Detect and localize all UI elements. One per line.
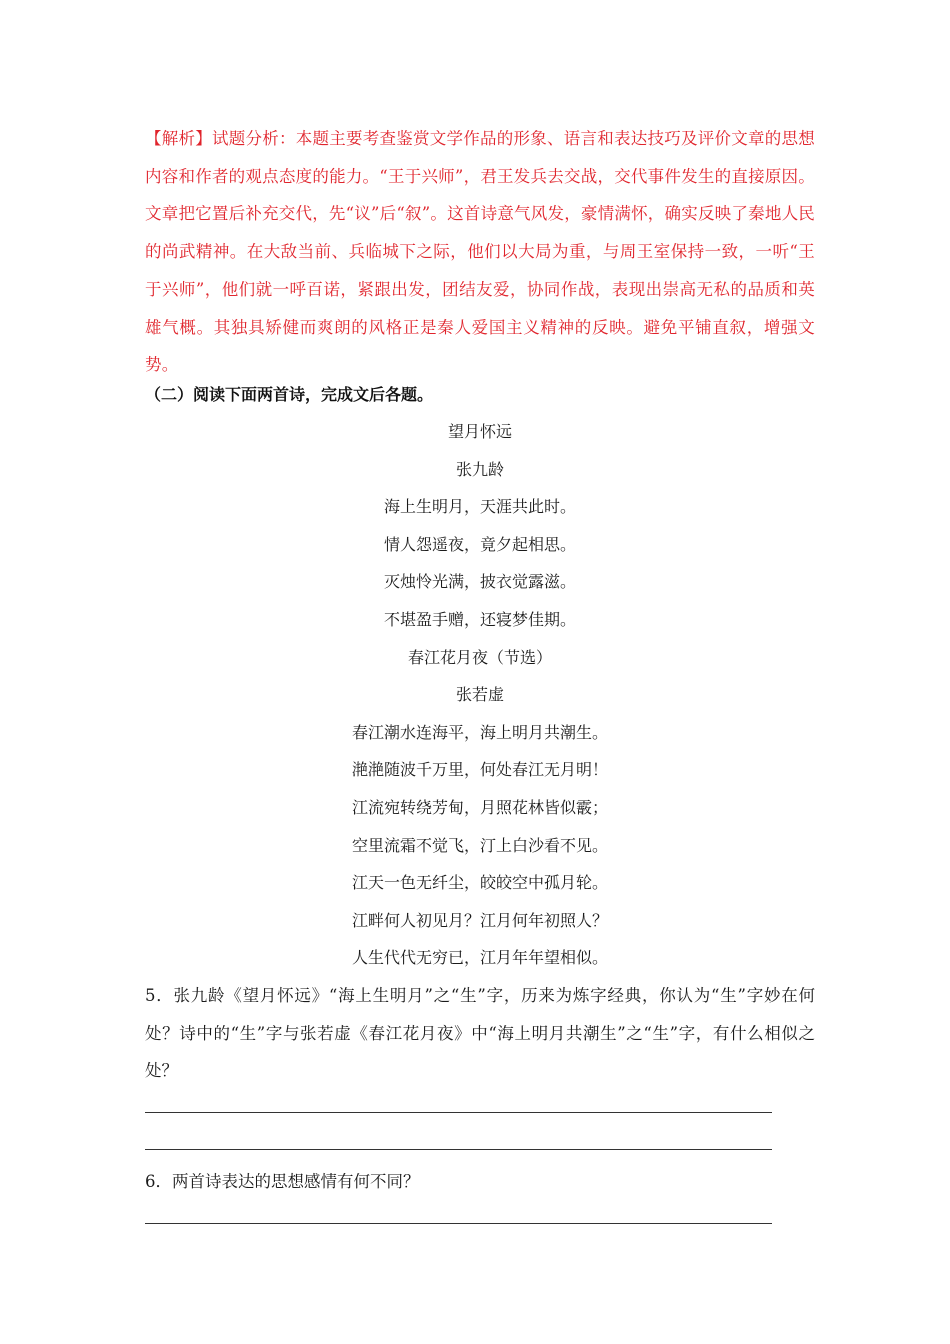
answer-line-q6-1[interactable] [145, 1223, 772, 1224]
question-5: 5．张九龄《望月怀远》“海上生明月”之“生”字，历来为炼字经典，你认为“生”字妙在何处？诗中的“生”字与张若虚《春江花月夜》中“海上明月共潮生”之“生”字，有什么相似之处？ [145, 986, 815, 1081]
poem-2-line: 人生代代无穷已，江月年年望相似。 [351, 948, 608, 968]
poem-2-line: 空里流霜不觉飞，汀上白沙看不见。 [351, 835, 608, 855]
poem-2-line: 春江潮水连海平，海上明月共潮生。 [351, 722, 608, 742]
poem-2-line: 江天一色无纤尘，皎皎空中孤月轮。 [351, 873, 608, 893]
analysis-text: 试题分析：本题主要考查鉴赏文学作品的形象、语言和表达技巧及评价文章的思想内容和作者的观点态度的能力。“王于兴师”，君王发兵去交战，交代事件发生的直接原因。文章把它置后补充交代，先“议”后“叙”。这首诗意气风发，豪情满怀，确实反映了秦地人民的尚武精神。在大敌当前、兵临城下之际，他们以大局为重，与周王室保持一致，一听“王于兴师”，他们就一呼百诺，紧跟出发，团结友爱，协同作战，表现出崇高无私的品质和英雄气概。其独具矫健而爽朗的风格正是秦人爱国主义精神的反映。避免平铺直叙，增强文势。 [145, 129, 815, 375]
poem-1-line: 海上生明月，天涯共此时。 [383, 497, 576, 517]
poem-1-author: 张九龄 [455, 459, 504, 479]
poem-2-line: 江畔何人初见月？江月何年初照人？ [351, 910, 608, 930]
poem-2-author: 张若虚 [455, 685, 504, 705]
analysis-tag: 【解析】 [145, 129, 213, 148]
answer-line-q5-2[interactable] [145, 1149, 772, 1150]
analysis-paragraph [145, 120, 815, 384]
poem-1-line: 灭烛怜光满，披衣觉露滋。 [383, 572, 576, 592]
poem-2-line: 滟滟随波千万里，何处春江无月明！ [351, 760, 608, 780]
poem-2-title: 春江花月夜（节选） [407, 647, 552, 667]
poem-1-title: 望月怀远 [447, 422, 512, 441]
answer-line-q5-1[interactable] [145, 1112, 772, 1113]
poem-2-line: 江流宛转绕芳甸，月照花林皆似霰； [351, 797, 608, 817]
section-heading: （二）阅读下面两首诗，完成文后各题。 [145, 385, 434, 404]
poem-1-line: 不堪盈手赠，还寝梦佳期。 [383, 609, 576, 629]
question-6: 6．两首诗表达的思想感情有何不同？ [145, 1172, 420, 1191]
poem-1-line: 情人怨遥夜，竟夕起相思。 [383, 534, 576, 554]
poems-block [145, 413, 815, 977]
